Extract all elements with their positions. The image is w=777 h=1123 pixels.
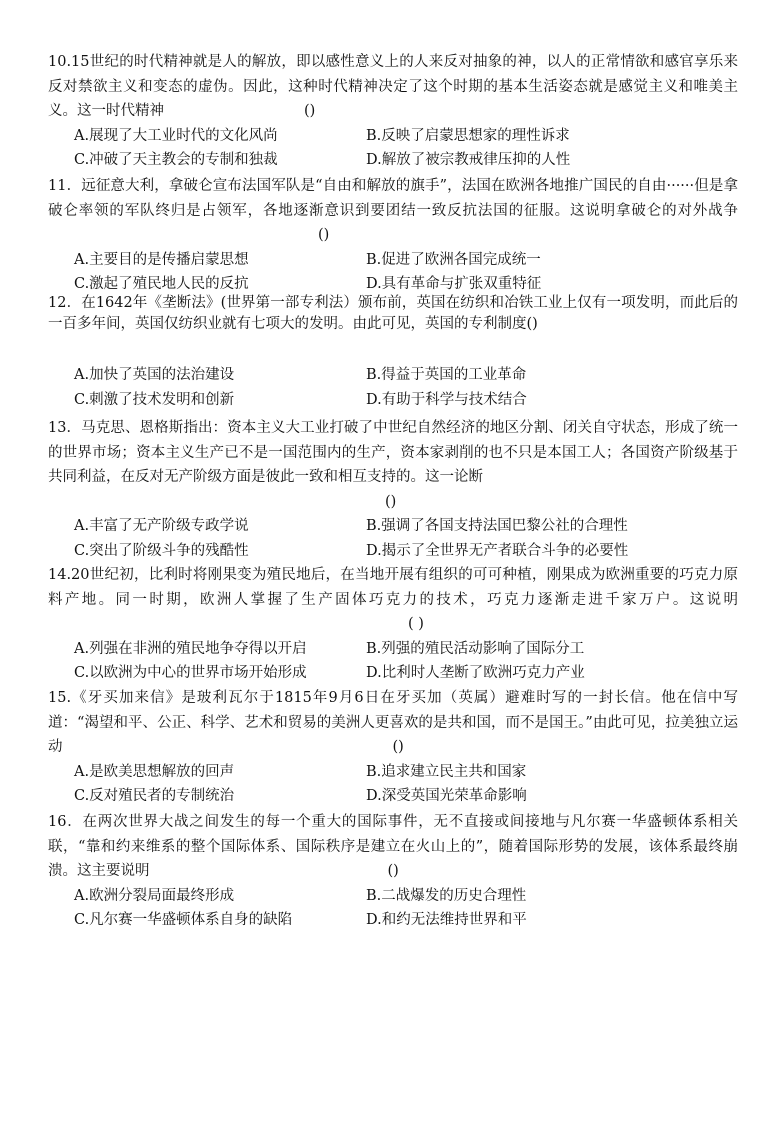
option-a[interactable]: A.丰富了无产阶级专政学说 <box>74 518 249 534</box>
option-b[interactable]: B.二战爆发的历史合理性 <box>366 887 527 904</box>
question-11 <box>48 174 738 297</box>
options <box>48 760 738 809</box>
option-a[interactable]: A.主要目的是传播启蒙思想 <box>74 251 249 268</box>
option-a[interactable]: A.加快了英国的法治建设 <box>74 367 235 383</box>
option-b[interactable]: B.追求建立民主共和国家 <box>366 763 527 780</box>
question-stem: 13．马克思、恩格斯指出：资本主义大工业打破了中世纪自然经济的地区分割、闭关自守状态，形成了统一的世界市场；资本主义生产已不是一国范围内的生产，资本家剥削的也不只是本国工人；各国资产阶级基于共同利益，在反对无产阶级方面是彼此一致和相互支持的。这一论断 () <box>48 416 738 514</box>
question-16 <box>48 810 738 933</box>
option-a[interactable]: A.是欧美思想解放的回声 <box>74 763 235 780</box>
question-stem: 12．在1642年《垄断法》(世界第一部专利法）颁布前，英国在纺织和冶铁工业上仅有一项发明，而此后的一百多年间，英国仅纺织业就有七项大的发明。由此可见，英国的专利制度() <box>48 295 738 332</box>
option-c[interactable]: C.激起了殖民地人民的反抗 <box>74 276 249 292</box>
question-14 <box>48 563 738 686</box>
answer-paren: ( ) <box>408 616 424 632</box>
option-d[interactable]: D.比利时人垄断了欧洲巧克力产业 <box>366 665 585 681</box>
option-d[interactable]: D.深受英国光荣革命影响 <box>366 788 527 804</box>
option-d[interactable]: D.具有革命与扩张双重特征 <box>366 276 542 292</box>
options <box>48 363 738 412</box>
options <box>48 124 738 173</box>
question-stem: 15.《牙买加来信》是玻利瓦尔于1815年9月6日在牙买加（英属）避难时写的一封长信。他在信中写道：“渴望和平、公正、科学、艺术和贸易的美洲人更喜欢的是共和国，而不是国王。”由此可见，拉美独立运动 () <box>48 686 738 760</box>
question-13 <box>48 416 738 563</box>
question-stem: 14.20世纪初，比利时将刚果变为殖民地后，在当地开展有组织的可可种植，刚果成为欧洲重要的巧克力原料产地。同一时期，欧洲人掌握了生产固体巧克力的技术，巧克力逐渐走进千家万户。这说明( ) <box>48 563 738 637</box>
options <box>48 884 738 933</box>
option-b[interactable]: B.列强的殖民活动影响了国际分工 <box>366 640 585 657</box>
answer-paren: () <box>392 739 404 755</box>
question-stem: 11．远征意大利，拿破仑宣布法国军队是“自由和解放的旗手”，法国在欧洲各地推广国民的自由······但是拿破仑率领的军队终归是占领军，各地逐渐意识到要团结一致反抗法国的征服。这说明拿破仑的对外战争() <box>48 174 738 248</box>
question-10 <box>48 50 738 173</box>
options <box>48 637 738 686</box>
answer-paren: () <box>387 863 399 879</box>
answer-paren: () <box>385 493 397 510</box>
option-c[interactable]: C.刺激了技术发明和创新 <box>74 391 235 408</box>
options <box>48 248 738 297</box>
option-c[interactable]: C.凡尔赛一华盛顿体系自身的缺陷 <box>74 912 293 928</box>
option-d[interactable]: D.揭示了全世界无产者联合斗争的必要性 <box>366 542 629 559</box>
option-c[interactable]: C.以欧洲为中心的世界市场开始形成 <box>74 665 307 681</box>
option-c[interactable]: C.突出了阶级斗争的残酷性 <box>74 542 249 559</box>
option-a[interactable]: A.列强在非洲的殖民地争夺得以开启 <box>74 640 307 657</box>
option-a[interactable]: A.展现了大工业时代的文化风尚 <box>74 127 278 144</box>
option-d[interactable]: D.有助于科学与技术结合 <box>366 391 527 408</box>
option-b[interactable]: B.反映了启蒙思想家的理性诉求 <box>366 127 570 144</box>
question-stem: 10.15世纪的时代精神就是人的解放，即以感性意义上的人来反对抽象的神，以人的正常情欲和感官享乐来反对禁欲主义和变态的虚伪。因此，这种时代精神决定了这个时期的基本生活姿态就是感觉主义和唯美主义。这一时代精神 () <box>48 50 738 124</box>
option-d[interactable]: D.解放了被宗教戒律压抑的人性 <box>366 152 571 168</box>
option-b[interactable]: B.得益于英国的工业革命 <box>366 367 527 383</box>
option-b[interactable]: B.促进了欧洲各国完成统一 <box>366 251 541 268</box>
question-stem: 16．在两次世界大战之间发生的每一个重大的国际事件，无不直接或间接地与凡尔赛一华盛顿体系相关联，“靠和约来维系的整个国际体系、国际秩序是建立在火山上的”，随着国际形势的发展，该体系最终崩溃。这主要说明 () <box>48 810 738 884</box>
options <box>48 514 738 563</box>
option-d[interactable]: D.和约无法维持世界和平 <box>366 912 527 928</box>
answer-paren: () <box>304 103 316 119</box>
option-c[interactable]: C.冲破了天主教会的专制和独裁 <box>74 152 278 168</box>
question-15 <box>48 686 738 809</box>
question-12 <box>48 293 738 412</box>
option-b[interactable]: B.强调了各国支持法国巴黎公社的合理性 <box>366 518 628 534</box>
option-a[interactable]: A.欧洲分裂局面最终形成 <box>74 887 235 904</box>
answer-paren: () <box>318 227 330 243</box>
option-c[interactable]: C.反对殖民者的专制统治 <box>74 788 235 804</box>
